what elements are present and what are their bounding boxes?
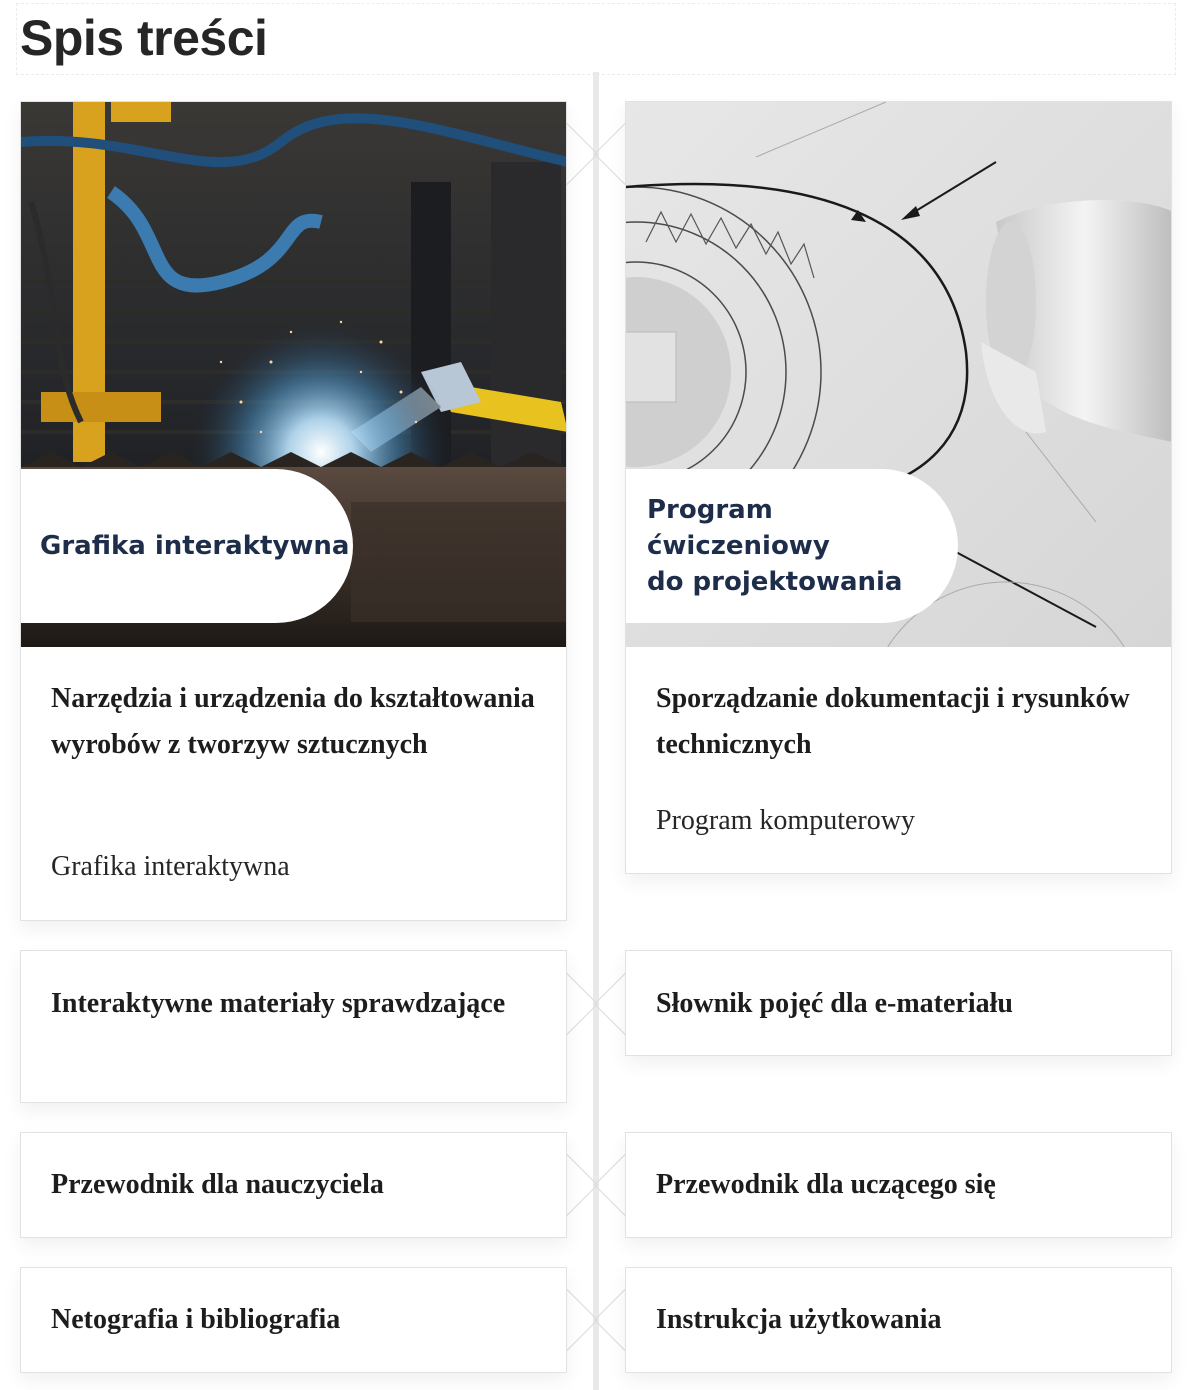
- toc-card-instructions[interactable]: [625, 1267, 1172, 1373]
- card-title: Sporządzanie dokumentacji i rysunków technicznych: [656, 683, 1130, 760]
- toc-card-teacher-guide[interactable]: [20, 1132, 567, 1238]
- card-title: Przewodnik dla uczącego się: [656, 1169, 996, 1200]
- category-badge-label: Program ćwiczeniowy do projektowania: [647, 495, 903, 597]
- toc-card-glossary[interactable]: [625, 950, 1172, 1056]
- toc-card-learner-guide[interactable]: [625, 1132, 1172, 1238]
- category-badge: [626, 469, 958, 623]
- card-title: Interaktywne materiały sprawdzające: [51, 988, 506, 1019]
- card-title: Narzędzia i urządzenia do kształtowania wyrobów z tworzyw sztucznych: [51, 683, 535, 760]
- card-title: Netografia i bibliografia: [51, 1304, 341, 1335]
- page-title: Spis treści: [20, 10, 268, 66]
- timeline-line: [593, 72, 599, 1390]
- card-title: Instrukcja użytkowania: [656, 1304, 942, 1335]
- card-subtitle: Program komputerowy: [656, 805, 915, 836]
- category-badge-label: Grafika interaktywna: [40, 531, 350, 561]
- toc-card-welding[interactable]: [20, 101, 567, 921]
- card-subtitle: Grafika interaktywna: [51, 851, 290, 882]
- category-badge: [21, 469, 353, 623]
- toc-card-assessment[interactable]: [20, 950, 567, 1103]
- toc-card-drawing[interactable]: [625, 101, 1172, 874]
- card-title: Przewodnik dla nauczyciela: [51, 1169, 384, 1200]
- card-title: Słownik pojęć dla e-materiału: [656, 988, 1013, 1019]
- toc-card-bibliography[interactable]: [20, 1267, 567, 1373]
